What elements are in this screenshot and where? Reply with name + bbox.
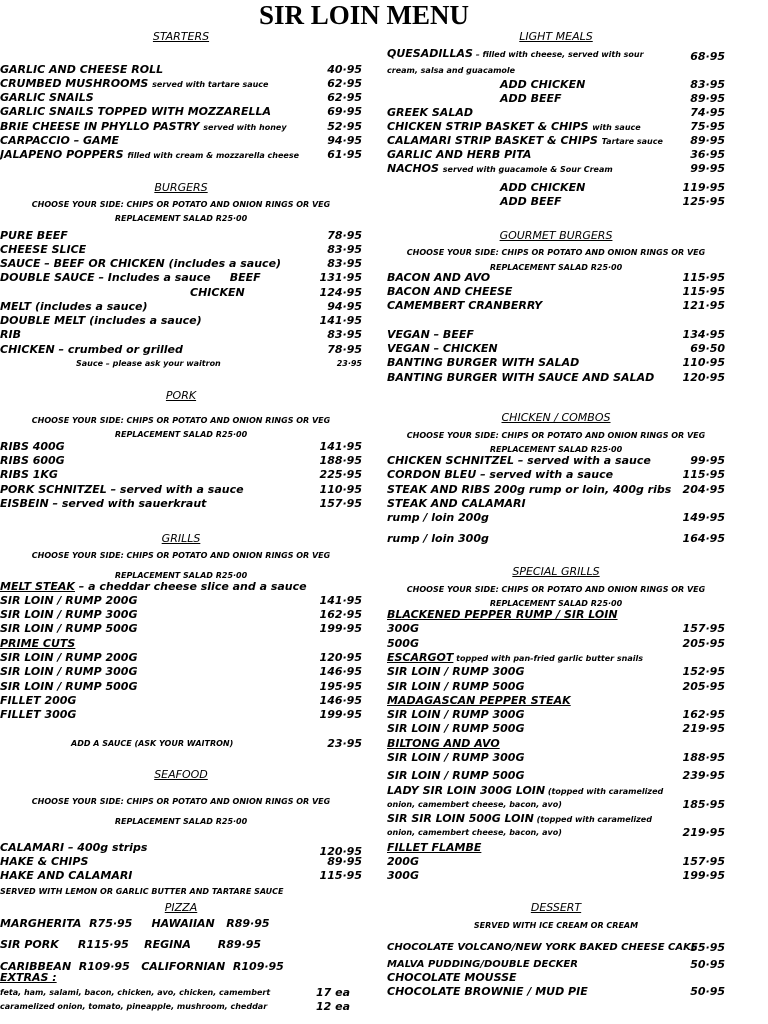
seafood-heading: SEAFOOD [154, 768, 208, 781]
side-choice-note: CHOOSE YOUR SIDE: CHIPS OR POTATO AND ONION RINGS OR VEG [406, 431, 706, 440]
starters-heading: STARTERS [152, 30, 210, 43]
replacement-salad-note: REPLACEMENT SALAD R25·00 [489, 263, 623, 272]
side-choice-note: CHOOSE YOUR SIDE: CHIPS OR POTATO AND ONION RINGS OR VEG [406, 585, 706, 594]
menu-title: SIR LOIN MENU [258, 0, 470, 30]
burgers-heading: BURGERS [154, 181, 208, 194]
dessert-heading: DESSERT [530, 901, 582, 914]
dessert-note: SERVED WITH ICE CREAM OR CREAM [473, 921, 639, 930]
side-choice-note: CHOOSE YOUR SIDE: CHIPS OR POTATO AND ONION RINGS OR VEG [31, 416, 331, 425]
replacement-salad-note: REPLACEMENT SALAD R25·00 [114, 214, 248, 223]
light-meals-heading: LIGHT MEALS [519, 30, 593, 43]
side-choice-note: CHOOSE YOUR SIDE: CHIPS OR POTATO AND ONION RINGS OR VEG [406, 248, 706, 257]
pizza-heading: PIZZA [164, 901, 198, 914]
grills-heading: GRILLS [161, 532, 201, 545]
side-choice-note: CHOOSE YOUR SIDE: CHIPS OR POTATO AND ONION RINGS OR VEG [31, 551, 331, 560]
replacement-salad-note: REPLACEMENT SALAD R25·00 [489, 599, 623, 608]
chicken-combos-heading: CHICKEN / COMBOS [501, 411, 611, 424]
side-choice-note: CHOOSE YOUR SIDE: CHIPS OR POTATO AND ONION RINGS OR VEG [31, 200, 331, 209]
gourmet-burgers-heading: GOURMET BURGERS [499, 229, 613, 242]
replacement-salad-note: REPLACEMENT SALAD R25·00 [114, 571, 248, 580]
side-choice-note: CHOOSE YOUR SIDE: CHIPS OR POTATO AND ONION RINGS OR VEG [31, 797, 331, 806]
pork-heading: PORK [165, 389, 197, 402]
replacement-salad-note: REPLACEMENT SALAD R25·00 [489, 445, 623, 454]
replacement-salad-note: REPLACEMENT SALAD R25·00 [114, 430, 248, 439]
special-grills-heading: SPECIAL GRILLS [512, 565, 600, 578]
replacement-salad-note: REPLACEMENT SALAD R25·00 [114, 817, 248, 826]
